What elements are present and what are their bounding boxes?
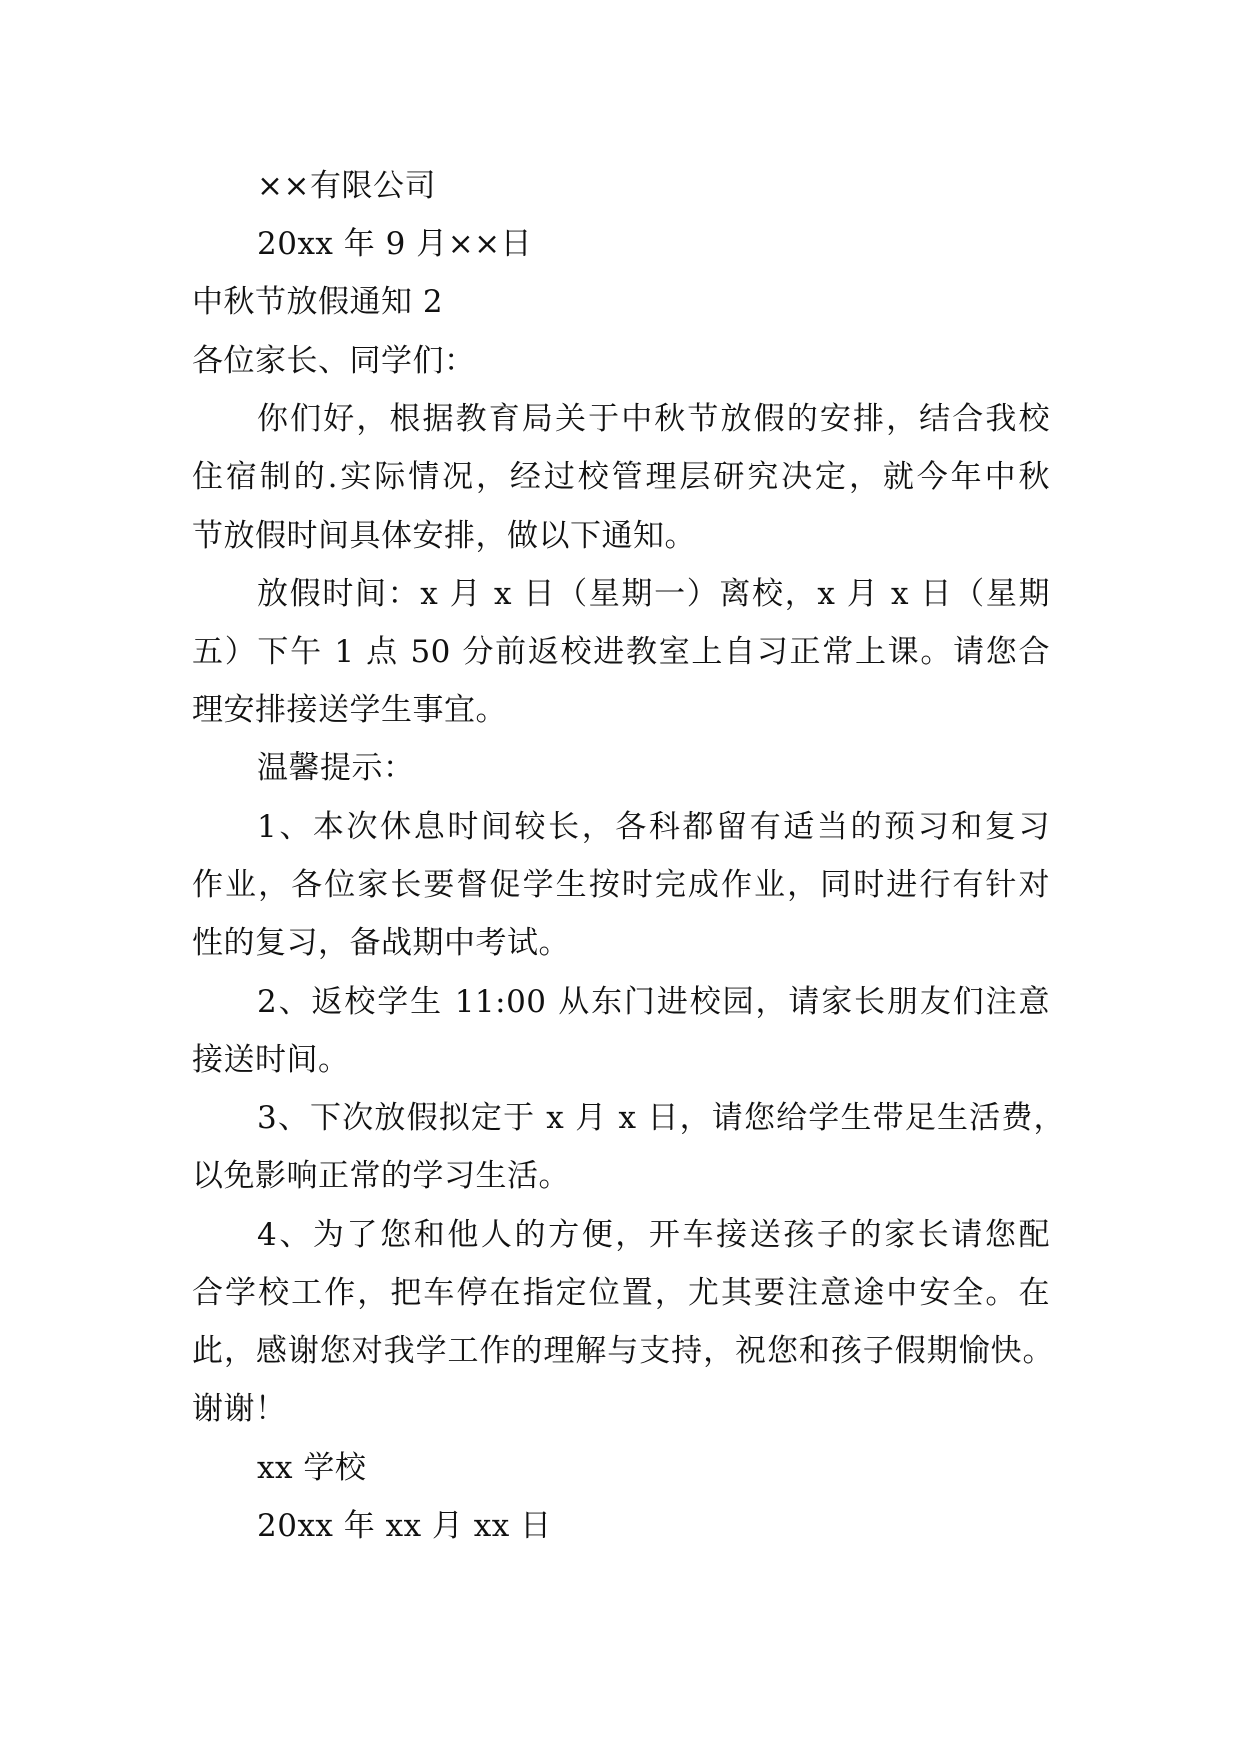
paragraph-line: 合学校工作，把车停在指定位置，尤其要注意途中安全。在 (192, 1275, 1050, 1311)
paragraph-line: 住宿制的.实际情况，经过校管理层研究决定，就今年中秋 (192, 459, 1050, 495)
paragraph-line: 五）下午 1 点 50 分前返校进教室上自习正常上课。请您合 (192, 634, 1050, 670)
paragraph-line: 接送时间。 (192, 1042, 350, 1078)
paragraph-line: 谢谢！ (192, 1391, 287, 1427)
tips-heading: 温馨提示： (257, 750, 415, 786)
paragraph-line: 此，感谢您对我学工作的理解与支持，祝您和孩子假期愉快。 (192, 1333, 1054, 1369)
company-date: 20xx 年 9 月××日 (257, 226, 533, 262)
paragraph-line: 以免影响正常的学习生活。 (192, 1158, 570, 1194)
paragraph-line: 3、下次放假拟定于 x 月 x 日，请您给学生带足生活费， (257, 1100, 1065, 1136)
paragraph-line: 节放假时间具体安排，做以下通知。 (192, 518, 696, 554)
company-name: ××有限公司 (257, 168, 436, 204)
paragraph-line: 放假时间：x 月 x 日（星期一）离校，x 月 x 日（星期 (257, 576, 1050, 612)
school-date: 20xx 年 xx 月 xx 日 (257, 1508, 552, 1544)
school-signature: xx 学校 (257, 1450, 367, 1486)
paragraph-line: 性的复习，备战期中考试。 (192, 925, 570, 961)
paragraph-line: 4、为了您和他人的方便，开车接送孩子的家长请您配 (257, 1217, 1050, 1253)
paragraph-line: 你们好，根据教育局关于中秋节放假的安排，结合我校 (257, 401, 1050, 437)
paragraph-line: 作业，各位家长要督促学生按时完成作业，同时进行有针对 (192, 867, 1050, 903)
notice-title: 中秋节放假通知 2 (192, 284, 444, 320)
paragraph-line: 2、返校学生 11:00 从东门进校园，请家长朋友们注意 (257, 984, 1050, 1020)
paragraph-line: 理安排接送学生事宜。 (192, 692, 507, 728)
paragraph-line: 1、本次休息时间较长，各科都留有适当的预习和复习 (257, 809, 1050, 845)
salutation: 各位家长、同学们： (192, 343, 476, 379)
